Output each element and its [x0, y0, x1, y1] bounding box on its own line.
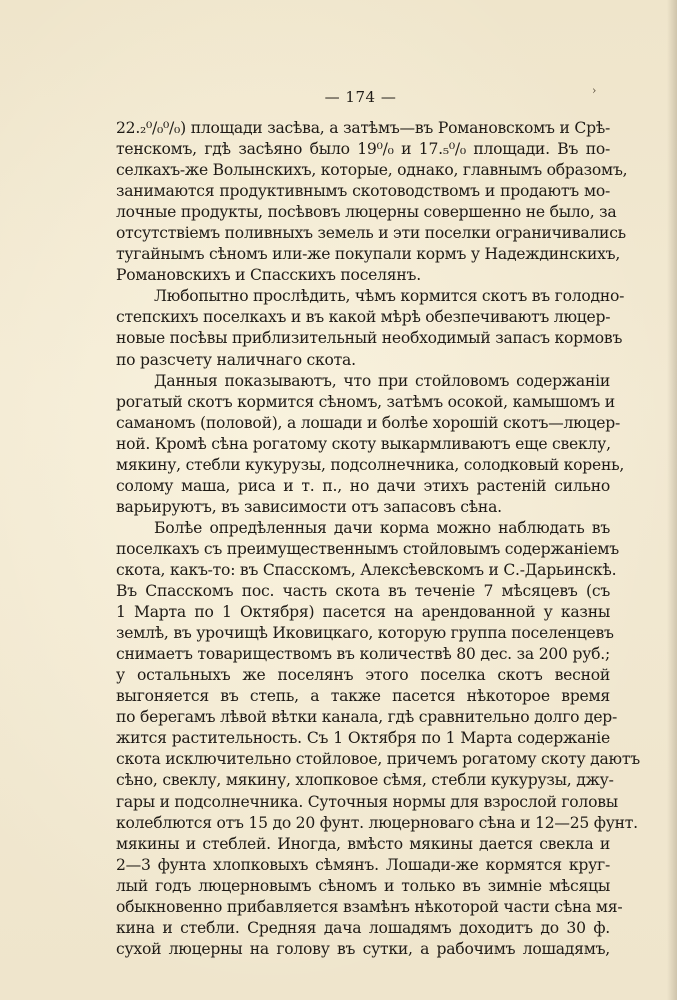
text-line: ной. Кромѣ сѣна рогатому скоту выкармливаютъ еще свеклу,	[116, 434, 611, 453]
text-line: мякину, стебли кукурузы, подсолнечника, солодковый корень,	[116, 455, 625, 474]
paragraph	[116, 286, 625, 370]
text-line: сѣно, свеклу, мякину, хлопковое сѣмя, стебли кукурузы, джу-	[116, 771, 614, 790]
text-line: варьируютъ, въ зависимости отъ запасовъ сѣна.	[116, 497, 502, 516]
text-line: Болѣе опредѣленныя дачи корма можно наблюдать въ	[154, 518, 610, 537]
corner-mark: ›	[592, 84, 597, 97]
page-number: — 174 —	[324, 88, 397, 106]
text-line: колеблются отъ 15 до 20 фунт. люцерноваго сѣна и 12—25 фунт.	[116, 813, 638, 832]
text-line: Данныя показываютъ, что при стойловомъ содержаніи	[154, 371, 610, 390]
body-text	[116, 118, 640, 960]
text-line: лый годъ люцерновымъ сѣномъ и только въ зимніе мѣсяцы	[116, 876, 610, 895]
text-line: степскихъ поселкахъ и въ какой мѣрѣ обезпечиваютъ люцер-	[116, 308, 611, 327]
text-line: сухой люцерны на голову въ сутки, а рабочимъ лошадямъ,	[116, 939, 610, 958]
text-line: селкахъ-же Волынскихъ, которые, однако, главнымъ образомъ,	[116, 161, 628, 180]
binding-shadow	[667, 0, 677, 1000]
text-line: снимаетъ товариществомъ въ количествѣ 80 дес. за 200 руб.;	[116, 645, 610, 664]
text-line: скота, какъ-то: въ Спасскомъ, Алексѣевскомъ и С.-Дарьинскѣ.	[116, 560, 617, 579]
text-line: у остальныхъ же поселянъ этого поселка скотъ весной	[116, 666, 610, 685]
text-line: Въ Спасскомъ пос. часть скота въ теченіе 7 мѣсяцевъ (съ	[116, 582, 610, 601]
text-line: выгоняется въ степь, а также пасется нѣкоторое время	[116, 687, 610, 706]
text-line: тенскомъ, гдѣ засѣяно было 19⁰/₀ и 17.₅⁰/₀ площади. Въ по-	[116, 140, 610, 159]
text-line: занимаются продуктивнымъ скотоводствомъ и продаютъ мо-	[116, 182, 610, 201]
text-line: обыкновенно прибавляется взамѣнъ нѣкоторой части сѣна мя-	[116, 897, 623, 916]
text-line: поселкахъ съ преимущественнымъ стойловымъ содержаніемъ	[116, 539, 619, 558]
text-line: по разсчету наличнаго скота.	[116, 350, 356, 369]
text-line: отсутствіемъ поливныхъ земель и эти поселки ограничивались	[116, 224, 626, 243]
text-line: тугайнымъ сѣномъ или-же покупали кормъ у Надеждинскихъ,	[116, 245, 621, 264]
paragraph	[116, 371, 625, 518]
text-line: 22.₂⁰/₀⁰/₀) площади засѣва, а затѣмъ—въ Романовскомъ и Срѣ-	[116, 119, 610, 137]
text-line: скота исключительно стойловое, причемъ рогатому скоту даютъ	[116, 750, 640, 769]
text-line: мякины и стеблей. Иногда, вмѣсто мякины дается свекла и	[116, 834, 610, 853]
text-line: кина и стебли. Средняя дача лошадямъ доходитъ до 30 ф.	[116, 918, 610, 937]
text-line: лочные продукты, посѣвовъ люцерны совершенно не было, за	[116, 203, 617, 222]
text-line: 2—3 фунта хлопковыхъ сѣмянъ. Лошади-же кормятся круг-	[116, 855, 610, 874]
text-line: солому маша, риса и т. п., но дачи этихъ растеній сильно	[116, 476, 610, 495]
text-line: 1 Марта по 1 Октября) пасется на арендованной у казны	[116, 603, 610, 622]
text-line: гары и подсолнечника. Суточныя нормы для взрослой головы	[116, 792, 618, 811]
text-line: рогатый скотъ кормится сѣномъ, затѣмъ осокой, камышомъ и	[116, 392, 615, 411]
paragraph	[116, 118, 628, 286]
text-line: Романовскихъ и Спасскихъ поселянъ.	[116, 266, 421, 285]
text-line: жится растительность. Съ 1 Октября по 1 Марта содержаніе	[116, 729, 610, 748]
text-line: землѣ, въ урочищѣ Иковицкаго, которую группа поселенцевъ	[116, 624, 614, 643]
text-line: саманомъ (половой), а лошади и болѣе хорошій скотъ—люцер-	[116, 413, 621, 432]
text-line: новые посѣвы приблизительный необходимый запасъ кормовъ	[116, 329, 623, 348]
text-line: Любопытно прослѣдить, чѣмъ кормится скотъ въ голодно-	[154, 287, 625, 306]
text-line: по берегамъ лѣвой вѣтки канала, гдѣ сравнительно долго дер-	[116, 708, 618, 727]
paragraph	[116, 518, 640, 960]
